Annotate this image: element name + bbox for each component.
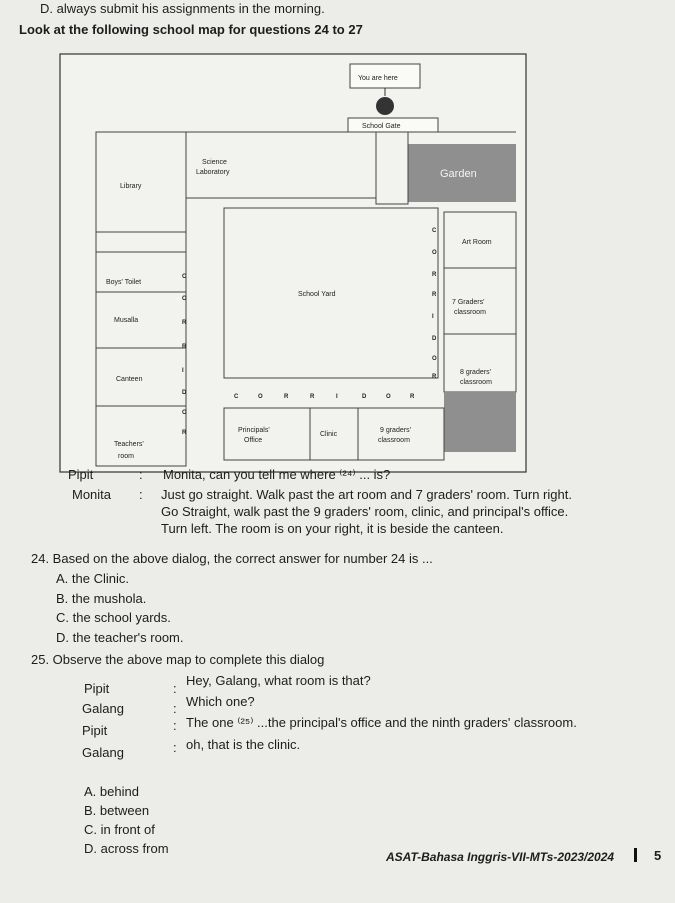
boys-toilet-room <box>96 252 186 292</box>
grade7-label-2: classroom <box>454 309 486 316</box>
dialog-monita-line3: Turn left. The room is on your right, it is beside the canteen. <box>161 521 504 536</box>
dialog-monita-name: Monita <box>72 487 112 502</box>
q25-line-name: Galang <box>82 701 124 716</box>
option-letter: D. <box>40 1 53 16</box>
q24-stem: 24. Based on the above dialog, the correct answer for number 24 is ... <box>31 551 433 566</box>
svg-text:C: C <box>432 228 437 234</box>
svg-text:R: R <box>182 430 187 436</box>
grade9-classroom <box>358 408 444 460</box>
option-letter: C. <box>84 822 97 837</box>
option-letter: A. <box>84 784 97 799</box>
option-letter: C. <box>56 610 69 625</box>
boys-toilet-label: Boys' Toilet <box>106 279 142 286</box>
svg-text:R: R <box>182 344 187 350</box>
option-letter: D. <box>56 630 69 645</box>
clinic-label: Clinic <box>320 431 338 438</box>
science-label-1: Science <box>202 159 227 166</box>
q25-stem: 25. Observe the above map to complete this dialog <box>31 652 325 667</box>
footer-label: ASAT-Bahasa Inggris-VII-MTs-2023/2024 <box>386 850 615 864</box>
svg-text:R: R <box>432 292 437 298</box>
art-room-label: Art Room <box>462 239 492 246</box>
q24-option-a[interactable] <box>56 571 129 587</box>
school-map <box>58 52 528 474</box>
svg-text:I: I <box>432 314 434 320</box>
grade9-label-2: classroom <box>378 437 410 444</box>
option-letter: A. <box>56 571 69 586</box>
option-text: across from <box>100 841 169 856</box>
option-text: between <box>99 803 150 818</box>
corridor-letter: O <box>258 394 263 400</box>
option-text: the school yards. <box>72 610 171 625</box>
library-room <box>96 132 186 232</box>
svg-text:O: O <box>182 410 187 416</box>
footer-divider <box>634 848 637 862</box>
grade8-label-2: classroom <box>460 379 492 386</box>
corridor-letter: I <box>336 394 338 400</box>
library-label: Library <box>120 183 142 190</box>
gray-block-right <box>444 392 516 452</box>
dialog-monita-line1: Just go straight. Walk past the art room and 7 graders' room. Turn right. <box>161 487 572 502</box>
svg-text:R: R <box>432 374 437 380</box>
option-text: the Clinic. <box>71 571 129 586</box>
option-text: the teacher's room. <box>72 630 184 645</box>
corridor-letter: O <box>386 394 391 400</box>
q25-line-name: Pipit <box>82 723 108 738</box>
svg-text:D: D <box>182 390 187 396</box>
option-text: always submit his assignments in the morning. <box>56 1 325 16</box>
dialog-colon: : <box>139 467 143 482</box>
option-letter: D. <box>84 841 97 856</box>
dialog-colon: : <box>139 487 143 502</box>
q25-colon: : <box>173 681 177 696</box>
q25-colon: : <box>173 701 177 716</box>
grade8-label-1: 8 graders' <box>460 369 491 376</box>
garden-label: Garden <box>440 168 477 180</box>
option-letter: B. <box>84 803 97 818</box>
corridor-letter: C <box>234 394 239 400</box>
option-text: in front of <box>100 822 155 837</box>
science-label-2: Laboratory <box>196 169 230 176</box>
q24-option-d[interactable] <box>56 630 184 646</box>
option-letter: B. <box>56 591 69 606</box>
q25-colon: : <box>173 718 177 733</box>
musalla-room <box>96 292 186 348</box>
q25-line-text: The one ⁽²⁵⁾ ...the principal's office and the ninth graders' classroom. <box>186 715 577 730</box>
principal-label-1: Principals' <box>238 427 270 434</box>
svg-text:O: O <box>432 356 437 362</box>
corridor-letter: R <box>284 394 289 400</box>
location-marker <box>376 97 394 115</box>
q25-option-d[interactable] <box>84 841 169 857</box>
svg-text:R: R <box>182 320 187 326</box>
principals-office <box>224 408 310 460</box>
q25-colon: : <box>173 740 177 755</box>
q25-option-b[interactable] <box>84 803 149 819</box>
dialog-monita-line2: Go Straight, walk past the 9 graders' room, clinic, and principal's office. <box>161 504 569 519</box>
musalla-label: Musalla <box>114 317 139 324</box>
q25-line-text: oh, that is the clinic. <box>186 737 301 752</box>
girls-toilet-room <box>96 232 186 252</box>
corridor-letter: R <box>310 394 315 400</box>
svg-text:C: C <box>182 274 187 280</box>
grade7-label-1: 7 Graders' <box>452 299 485 306</box>
page-number: 5 <box>654 848 662 863</box>
canteen-label: Canteen <box>116 376 143 383</box>
grade9-label-1: 9 graders' <box>380 427 411 434</box>
dialog-pipit-line: Monita, can you tell me where ⁽²⁴⁾ ... is? <box>163 467 391 482</box>
teachers-label-2: room <box>118 453 134 460</box>
q25-line-text: Which one? <box>186 694 255 709</box>
you-are-here-label: You are here <box>358 75 398 82</box>
svg-text:R: R <box>432 272 437 278</box>
teachers-room <box>96 406 186 466</box>
option-text: the mushola. <box>71 591 147 606</box>
teachers-label-1: Teachers' <box>114 441 144 448</box>
dialog-pipit-name: Pipit <box>68 467 94 482</box>
svg-text:I: I <box>182 368 184 374</box>
q25-line-text: Hey, Galang, what room is that? <box>186 673 371 688</box>
q25-option-a[interactable] <box>84 784 139 800</box>
instruction: Look at the following school map for questions 24 to 27 <box>19 22 363 37</box>
q24-option-b[interactable] <box>56 591 146 607</box>
principal-label-2: Office <box>244 437 263 444</box>
school-gate-label: School Gate <box>362 123 401 130</box>
option-d-top <box>40 1 325 17</box>
q24-option-c[interactable] <box>56 610 171 626</box>
corridor-letter: D <box>362 394 367 400</box>
option-text: behind <box>99 784 139 799</box>
q25-line-name: Galang <box>82 745 124 760</box>
q25-line-name: Pipit <box>84 681 110 696</box>
corridor-letter: R <box>410 394 415 400</box>
svg-text:O: O <box>432 250 437 256</box>
svg-text:D: D <box>432 336 437 342</box>
q25-option-c[interactable] <box>84 822 155 838</box>
school-yard-label: School Yard <box>298 291 336 298</box>
svg-text:O: O <box>182 296 187 302</box>
